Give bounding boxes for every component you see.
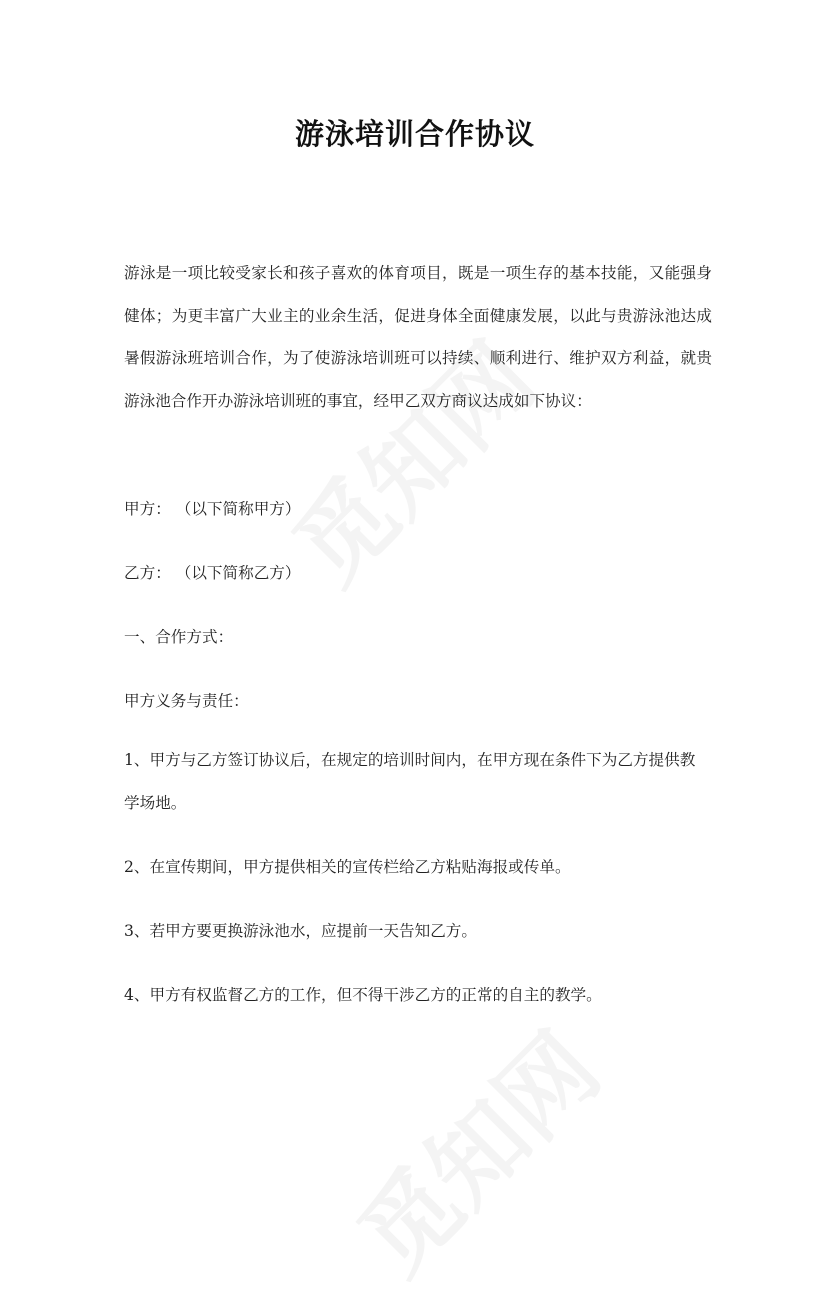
- party-a-line: 甲方： （以下简称甲方）: [124, 500, 301, 518]
- document-title: 游泳培训合作协议: [294, 117, 535, 151]
- list-item: 1、甲方与乙方签订协议后，在规定的培训时间内，在甲方现在条件下为乙方提供教学场地。: [124, 751, 696, 812]
- intro-paragraph: 游泳是一项比较受家长和孩子喜欢的体育项目，既是一项生存的基本技能，又能强身健体；为更丰富广大业主的业余生活，促进身体全面健康发展，以此与贵游泳池达成暑假游泳班培训合作，为了使游泳培训班可以持续、顺利进行、维护双方利益，就贵游泳池合作开办游泳培训班的事宜，经甲乙双方商议达成如下协议：: [124, 264, 712, 410]
- party-b-line: 乙方： （以下简称乙方）: [124, 564, 301, 582]
- section-heading-cooperation: 一、合作方式：: [124, 628, 234, 646]
- list-item: 4、甲方有权监督乙方的工作，但不得干涉乙方的正常的自主的教学。: [124, 986, 602, 1004]
- watermark: [324, 998, 625, 1299]
- list-item: 2、在宣传期间，甲方提供相关的宣传栏给乙方粘贴海报或传单。: [124, 858, 571, 876]
- party-a-duties-heading: 甲方义务与责任：: [124, 692, 249, 710]
- list-item: 3、若甲方要更换游泳池水，应提前一天告知乙方。: [124, 922, 477, 940]
